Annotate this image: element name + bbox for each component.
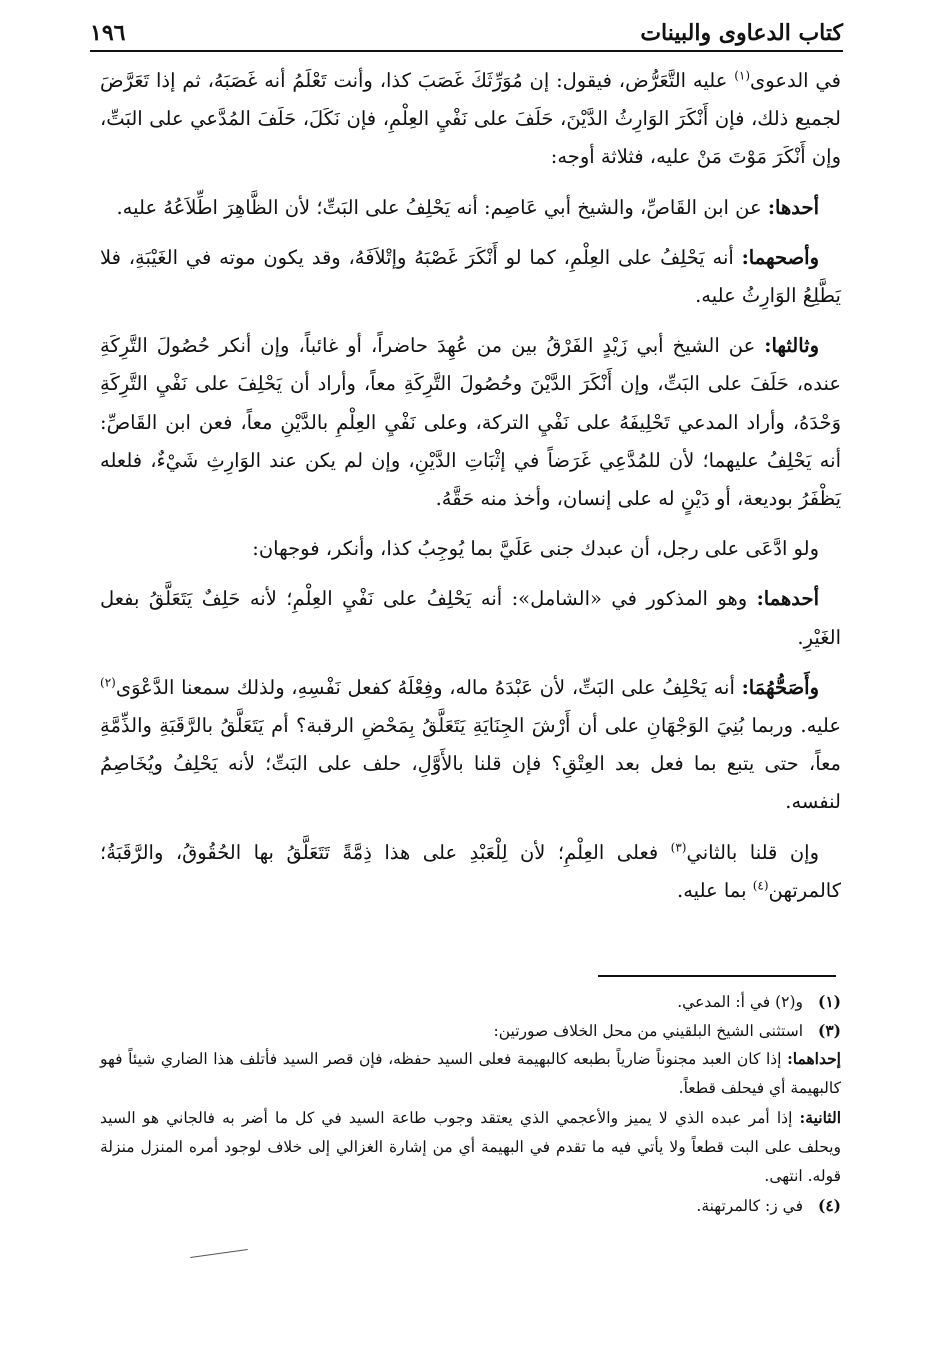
- paragraph-lead: وثالثها:: [764, 334, 819, 358]
- paragraph-1: في الدعوى$^{(١)}$ عليه التَّعَرُّض، فيقول: إن مُوَرِّثَكَ غَصَبَ كذا، وأنت تَعْلَمُ أنه غَصَبَهُ، ثم إذا تَعَرَّضَ لجميع ذلك، فإن أَنْكَرَ الوَارِثُ الدَّيْنَ، حَلَفَ على نَفْيِ العِلْمِ، فإن نَكَلَ، حَلَفَ المُدَّعي على البَتِّ، وإن أَنْكَرَ مَوْتَ مَنْ عليه، فثلاثة أوجه:: [100, 68, 841, 169]
- footnote-3-first-case: إحداهما: إذا كان العبد مجنوناً ضارياً بطبعه كالبهيمة فعلى السيد حفظه، فإن قصر السيد فأتلف هذا الضاري شيئاً فهو كالبهيمة أي فيحلف قطعاً.: [100, 1049, 841, 1097]
- footnote-text: استثنى الشيخ البلقيني من محل الخلاف صورتين:: [493, 1021, 803, 1040]
- paragraph-4: وثالثها: عن الشيخ أبي زَيْدٍ الفَرْقُ بين من عُهِدَ حاضراً، أو غائباً، وإن أنكر حُصُولَ التَّرِكَةِ عنده، حَلَفَ على البَتِّ، وإن أَنْكَرَ الدَّيْنَ وحُصُولَ التَّرِكَةِ معاً، وأراد أن يَحْلِفَ على نَفْيِ التَّرِكَةِ وَحْدَهُ، وأراد المدعي تَحْلِيفَهُ على نَفْيِ التركة، وعلى نَفْيِ العِلْمِ بالدَّيْنِ معاً، فعن ابن القَاصِّ: أنه يَحْلِفُ عليهما؛ لأن للمُدَّعِي غَرَضاً في إثْبَاتِ الدَّيْنِ، وإن لم يكن عند الوَارِثِ شَيْءٌ، فلعله يَظْفَرُ بوديعة، أو دَيْنٍ له على إنسان، وأخذ منه حَقَّهُ.: [100, 334, 841, 511]
- footnote-number: (١): [817, 992, 841, 1011]
- footnote-ref-2: (٢): [100, 675, 116, 690]
- paragraph-3: وأصحهما: أنه يَحْلِفُ على العِلْمِ، كما لو أَنْكَرَ غَصْبَهُ وإتْلاَفَهُ، وقد يكون موته في الغَيْبَةِ، فلا يَطَّلِعُ الوَارِثُ عليه.: [100, 245, 841, 308]
- paragraph-5: ولو ادَّعَى على رجل، أن عبدك جنى عَلَيَّ بما يُوجِبُ كذا، وأنكر، فوجهان:: [252, 537, 819, 561]
- page-header: [90, 14, 843, 46]
- footnote-ref-1: (١): [734, 68, 751, 83]
- book-title: كتاب الدعاوى والبينات: [640, 20, 843, 46]
- stray-pen-mark: [190, 1249, 248, 1258]
- footnotes: [100, 988, 841, 1221]
- page-number: ١٩٦: [90, 20, 126, 46]
- footnote-number: (٣): [817, 1020, 841, 1040]
- paragraph-lead: وأصحهما:: [741, 245, 819, 269]
- paragraph-lead: أحدها:: [767, 195, 819, 219]
- footnote-3-second-case: الثانية: إذا أمر عبده الذي لا يميز والأعجمي الذي يعتقد وجوب طاعة السيد في كل ما أضر به فالجاني هو السيد ويحلف على البت قطعاً ولا يأتي فيه ما تقدم في البهيمة أي من إشارة الغزالي إلى خلاف لوجود أمره المنزل منزلة قوله. انتهى.: [100, 1108, 841, 1185]
- paragraph-lead: أحدهما:: [756, 587, 819, 611]
- footnote-ref-4: (٤): [752, 878, 769, 893]
- footnote-4: [100, 1192, 841, 1221]
- paragraph-7: وأَصَحُّهُمَا: أنه يَحْلِفُ على البَتِّ، لأن عَبْدَهُ ماله، وفِعْلَهُ كفعل نَفْسِهِ، ولذلك سمعنا الدَّعْوَى$^{(٢)}$ عليه. وربما بُنِيَ الوَجْهَانِ على أن أَرْشَ الجِنَايَةِ يَتَعَلَّقُ بِمَحْضِ الرقبة؟ أم يَتَعَلَّقُ بالرَّقَبَةِ والذِّمَّةِ معاً، حتى يتبع بما فعل بعد العِتْقِ؟ فإن قلنا بالأَوَّلِ، حلف على البَتِّ؛ لأنه يَحْلِفُ ويُخَاصِمُ لنفسه.: [100, 675, 841, 814]
- footnote-1: [100, 988, 841, 1017]
- header-rule: [90, 50, 843, 52]
- paragraph-lead: وأَصَحُّهُمَا:: [741, 675, 819, 699]
- paragraph-8: وإن قلنا بالثاني$^{(٣)}$ فعلى العِلْمِ؛ لأن لِلْعَبْدِ على هذا ذِمَّةً تَتَعَلَّقُ بها الحُقُوقُ، والرَّقَبَةُ؛ كالمرتهن$^{(٤)}$ بما عليه.: [100, 840, 841, 902]
- footnote-3: [100, 1017, 841, 1046]
- footnote-text: و(٢) في أ: المدعي.: [677, 993, 803, 1011]
- footnote-text: في ز: كالمرتهنة.: [696, 1197, 803, 1216]
- footnote-separator: [598, 975, 836, 977]
- paragraph-2: أحدها: عن ابن القَاصِّ، والشيخ أبي عَاصِم: أنه يَحْلِفُ على البَتِّ؛ لأن الظَّاهِرَ اطِّلاَعُهُ عليه.: [116, 195, 819, 219]
- footnote-number: (٤): [817, 1196, 841, 1216]
- main-text: [100, 62, 841, 922]
- paragraph-6: أحدهما: وهو المذكور في «الشامل»: أنه يَحْلِفُ على نَفْيِ العِلْمِ؛ لأنه حَلِفٌ يَتَعَلَّقُ بفعل الغَيْرِ.: [100, 587, 841, 649]
- footnote-ref-3: (٣): [670, 840, 687, 855]
